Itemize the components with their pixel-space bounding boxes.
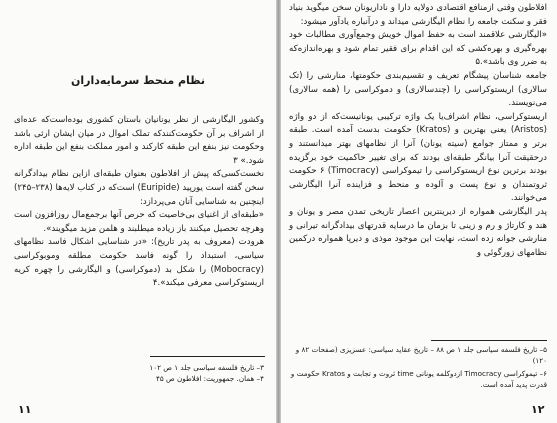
footnote: ۶– تیموکراسی Timocracy ازدوکلمه یونانی time ثروت و تجابت و Kratos حکومت و قدرت پدید آمده است. [290,369,547,389]
page-number: ۱۲ [531,403,545,416]
paragraph: نخست‌کسی‌که پیش از افلاطون بعنوان طبقه‌ای ازاین نظام بیدادگرانه سخن گفته است یورپید (Euripide) است‌که در کتاب لایه‌ها (۲۳۸–۲۴۵) اینچنین به شناسایی آنان می‌پردازد: [14,169,264,207]
footnote: ۳– تاریخ فلسفه سیاسی جلد ۱ ص ۱۰۲ [149,363,264,372]
paragraph: هرودت (معروف به پدر تاریخ): «در شناسایی اشکال فاسد نظامهای سیاسی، استبداد را گونه فاسد حکومت مطلقه وموبوکراسی (Mobocracy) را شکل بد (دموکراسی) و الیگارشی را چهره کریه اریستوکراسی معرفی میکند».۴ [14,237,264,289]
footnote: ۵– تاریخ فلسفه سیاسی جلد ۱ ص ۸۸ – تاریخ عقاید سیاسی: عسزیزی (صفحات ۸۲ و ۱۲۰) [295,345,547,365]
right-page [281,0,557,423]
page-number: ۱۱ [18,403,32,416]
left-page-body [14,114,264,291]
paragraph: افلاطون وقتی ازمنافع اقتصادی دولایه دارا و ناداریونان سخن میگوید بنیاد فقر و سکنت جامعه را نظام الیگارشی میداند و درآنباره یادآور میشود: [289,3,547,27]
paragraph: پدر الیگارشی همواره از دیرینترین اعصار تاریخی تمدن مصر و یونان و هند و کارتاژ و رم و زینی تا بزمان ما درسایه قدرتهای بیدادگرانه تیرانی و منارشی جوانه زده است، نهایت این موجود موذی و دیرپا همواره درکمین نظامهای زورگوئی و [289,206,547,258]
paragraph: وکشور الیگارشی از نظر یونانیان باستان کشوری بوده‌است‌که عده‌ای از اشراف بر آن حکومت‌کنند‌که تملک اموال در میان ایشان ارثی باشد وحکومت نیز بنفع این طبقه کارکند و امور مملکت بنفع این طبقه اداره شود.» ۳ [14,115,264,166]
right-page-body [289,2,547,260]
left-page [0,0,276,423]
footnote: ۴– همان. جمهوریت: افلاطون ص ۴۵ [155,374,264,383]
footnote-divider [431,340,547,341]
paragraph: «طبقه‌ای از اغنیای بی‌خاصیت که حرص آنها برجمع‌مال روزافزون است وهرچه تحصیل میکنند باز زیاده میطلبند و هلمن مزید میگویند». [14,210,264,234]
paragraph: اریستوکراسی، نظام اشراف‌یا یک واژه ترکیبی یونانیست‌که از دو واژه (Aristos) یعنی بهترین و (Kratos) حکومت بدست آمده است. طبقه برتر و ممتاز جوامع (سیته یونان) آنرا از نظامهای بهتر میدانستند و درحقیقت آنرا بیانگر طبقه‌ای بودند که برای تغییر حاکمیت خود برگزیده بودند برترین نوع اریستوکراسی را تیموکراسی (Timocracy) ۶ حکومت ثروتمندان و نوع پست و آلوده و منحط و فزاینده آنرا الیگارشی می‌خوانند. [289,111,547,204]
paragraph: «الیگارشی علاقمند است به حفظ اموال خویش وجمع‌آوری مطالبات خود بهره‌گیری و بهره‌کشی که این اقدام برای فقیر تمام شود و بهره‌اندازه‌که به ضرر وی باشد».۵ [289,30,547,68]
footnote-divider [150,356,265,357]
paragraph: جامعه شناسان پیشگام تعریف و تقسیم‌بندی حکومتها، منارشی را (تک سالاری) اریستوکراسی را (چندسالاری) و دموکراسی را (همه سالاری) می‌نویسند. [289,70,547,109]
chapter-title: نظام منحط سرمایه‌داران [70,74,205,87]
